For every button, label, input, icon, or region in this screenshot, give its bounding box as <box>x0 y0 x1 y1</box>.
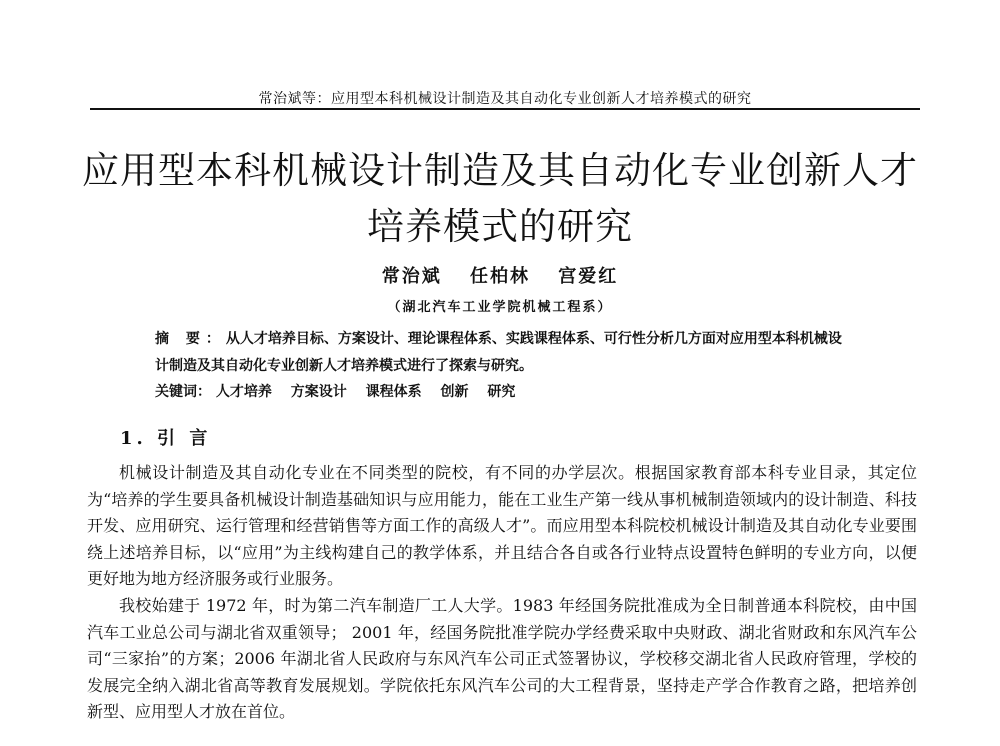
running-head: 常治斌等：应用型本科机械设计制造及其自动化专业创新人才培养模式的研究 <box>258 91 752 107</box>
author-name: 任柏林 <box>470 266 530 287</box>
paragraph: 机械设计制造及其自动化专业在不同类型的院校，有不同的办学层次。根据国家教育部本科专业目录，其定位为“培养的学生要具备机械设计制造基础知识与应用能力，能在工业生产第一线从事机械制造领域内的设计制造、科技开发、应用研究、运行管理和经营销售等方面工作的高级人才”。而应用型本科院校机械设计制造及其自动化专业要围绕上述培养目标，以“应用”为主线构建自己的教学体系，并且结合各自或各行业特点设置特色鲜明的专业方向，以便更好地为地方经济服务或行业服务。 <box>87 463 917 589</box>
keyword: 研究 <box>487 384 516 400</box>
header-rule <box>90 108 920 110</box>
body-text <box>87 460 917 726</box>
abstract-text: 从人才培养目标、方案设计、理论课程体系、实践课程体系、可行性分析几方面对应用型本科机械设计制造及其自动化专业创新人才培养模式进行了探索与研究。 <box>155 331 842 374</box>
title-line-2: 培养模式的研究 <box>367 205 633 248</box>
affiliation: （湖北汽车工业学院机械工程系） <box>387 300 613 315</box>
keyword: 方案设计 <box>290 384 347 400</box>
paragraph: 我校始建于 1972 年，时为第二汽车制造厂工人大学。1983 年经国务院批准成为全日制普通本科院校，由中国汽车工业总公司与湖北省双重领导； 2001 年，经国务院批准学院办学经费采取中央财政、湖北省财政和东风汽车公司“三家抬”的方案；2006 年湖北省人民政府与东风汽车公司正式签署协议，学校移交湖北省人民政府管理，学校的发展完全纳入湖北省高等教育发展规划。学院依托东风汽车公司的大工程背景，坚持走产学合作教育之路，把培养创新型、应用型人才放在首位。 <box>87 595 917 722</box>
title-line-1: 应用型本科机械设计制造及其自动化专业创新人才 <box>82 149 918 192</box>
section-heading: 1. 引 言 <box>120 428 212 449</box>
keywords-label: 关键词： <box>155 384 211 400</box>
abstract <box>155 326 855 380</box>
abstract-label: 摘 要： <box>155 331 226 347</box>
paper-title <box>60 143 940 255</box>
keywords <box>155 381 855 401</box>
keyword: 创新 <box>440 384 469 400</box>
author-name: 常治斌 <box>381 266 442 287</box>
keyword: 人才培养 <box>215 384 272 400</box>
keyword: 课程体系 <box>365 384 422 400</box>
author-name: 宫爱红 <box>558 266 619 287</box>
author-list <box>100 262 900 288</box>
